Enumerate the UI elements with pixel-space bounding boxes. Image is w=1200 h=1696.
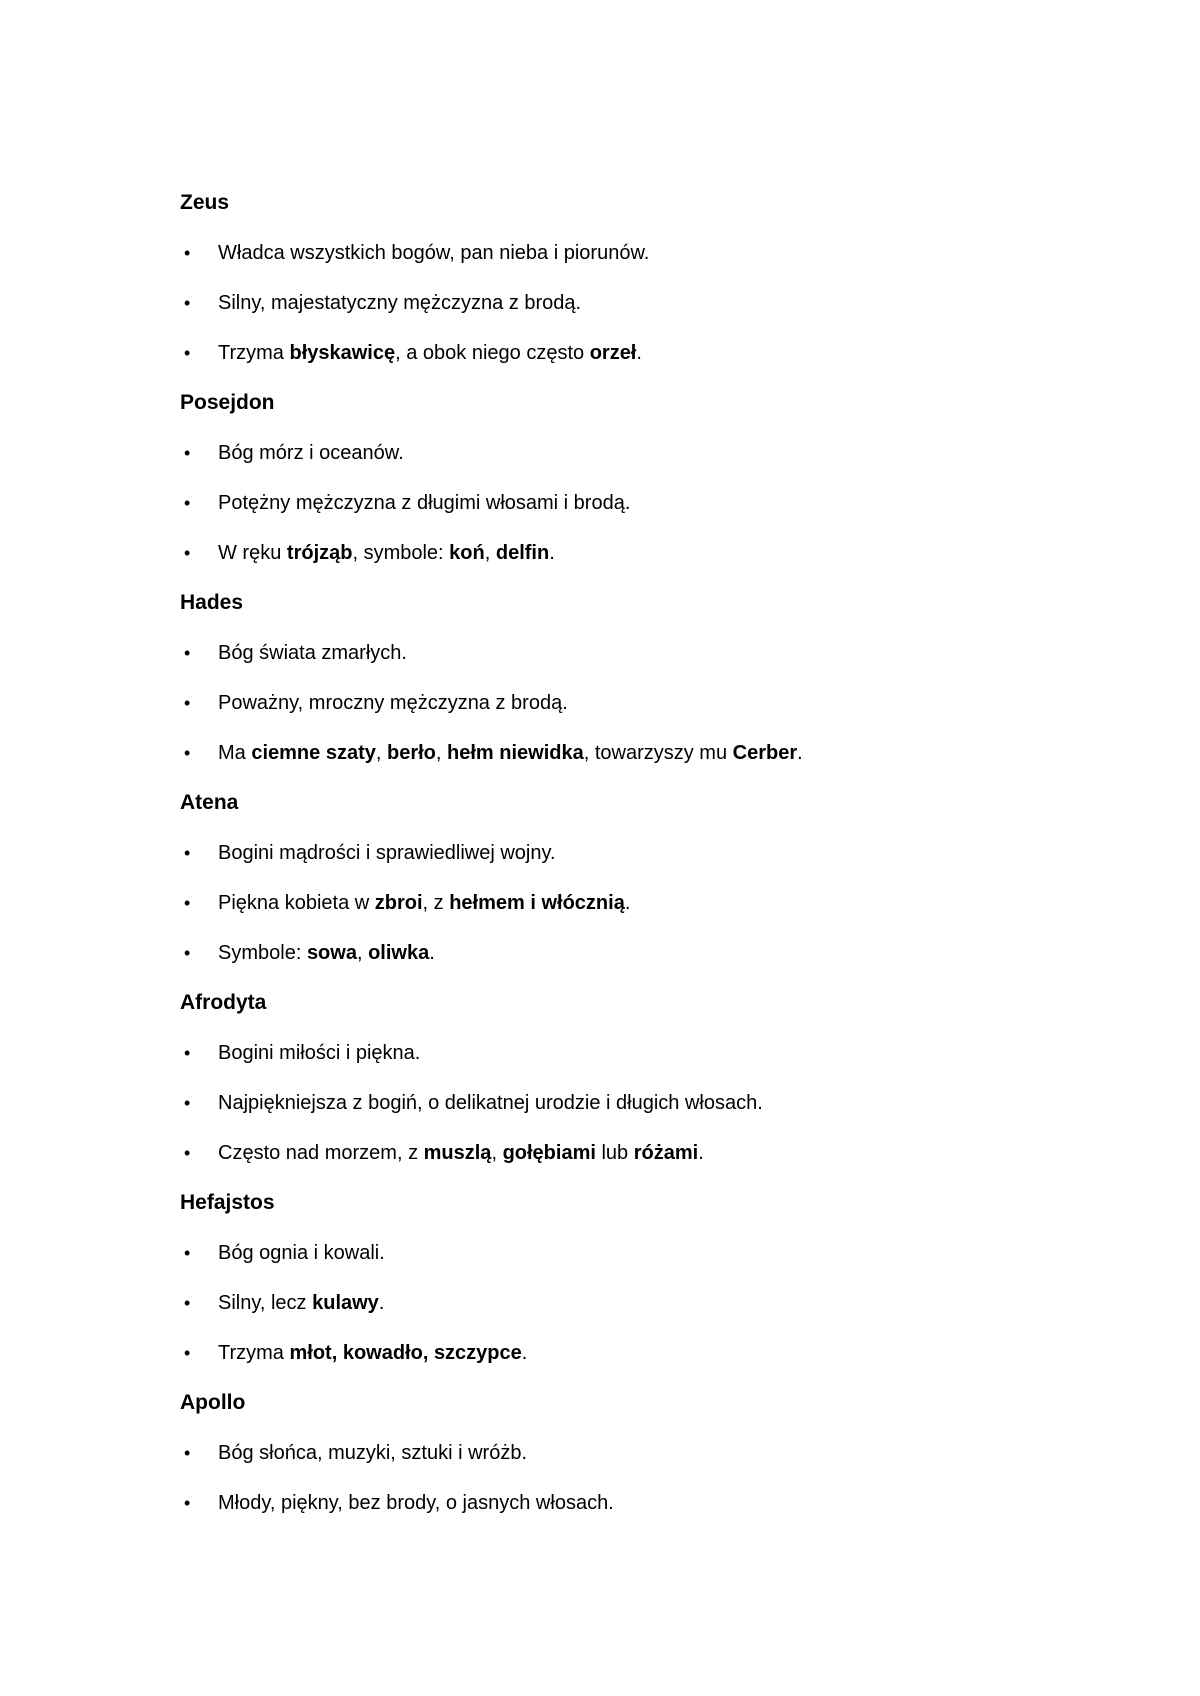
text: Najpiękniejsza z bogiń, o delikatnej urodzie i długich włosach. <box>218 1092 763 1114</box>
section-atena <box>180 788 1060 968</box>
text: , <box>375 742 387 764</box>
section-afrodyta <box>180 988 1060 1168</box>
text: . <box>549 542 555 564</box>
bullet-list <box>180 1038 1060 1168</box>
text: lub <box>595 1142 634 1164</box>
bullet-item <box>180 438 1060 468</box>
bullet-item <box>180 638 1060 668</box>
bullet-list <box>180 638 1060 768</box>
text: Potężny mężczyzna z długimi włosami i brodą. <box>218 492 631 514</box>
bullet-icon: • <box>184 243 191 263</box>
bullet-item <box>180 538 1060 568</box>
bullet-item <box>180 338 1060 368</box>
bullet-icon: • <box>184 443 191 463</box>
bullet-item <box>180 688 1060 718</box>
text: Bóg ognia i kowali. <box>218 1242 385 1264</box>
section-hefajstos <box>180 1188 1060 1368</box>
text: . <box>429 942 435 964</box>
text: Silny, majestatyczny mężczyzna z brodą. <box>218 292 582 314</box>
bullet-item <box>180 1488 1060 1518</box>
bold-text: sowa <box>306 942 357 964</box>
bold-text: błyskawicę <box>289 342 396 364</box>
bullet-icon: • <box>184 1243 191 1263</box>
bold-text: muszlą <box>423 1142 492 1164</box>
bullet-icon: • <box>184 1093 191 1113</box>
bullet-item <box>180 888 1060 918</box>
document-body <box>180 188 1060 1538</box>
section-hades <box>180 588 1060 768</box>
text: Poważny, mroczny mężczyzna z brodą. <box>218 692 568 714</box>
text: . <box>636 342 642 364</box>
text: W ręku <box>218 542 287 564</box>
bold-text: berło <box>386 742 436 764</box>
text: Młody, piękny, bez brody, o jasnych włosach. <box>218 1492 614 1514</box>
text: Bogini miłości i piękna. <box>218 1042 421 1064</box>
text: Bogini mądrości i sprawiedliwej wojny. <box>218 842 556 864</box>
text: Trzyma <box>218 1342 290 1364</box>
bold-text: orzeł <box>589 342 637 364</box>
bold-text: ciemne szaty <box>251 742 376 764</box>
bullet-item <box>180 838 1060 868</box>
bullet-list <box>180 238 1060 368</box>
section-apollo <box>180 1388 1060 1518</box>
bold-text: zbroi <box>374 892 423 914</box>
text: , <box>435 742 448 764</box>
text: . <box>698 1142 704 1164</box>
text: Ma <box>218 742 252 764</box>
text: Symbole: <box>218 942 307 964</box>
bullet-icon: • <box>184 643 191 663</box>
bullet-icon: • <box>184 293 191 313</box>
bullet-icon: • <box>184 943 191 963</box>
section-heading: Afrodyta <box>180 991 267 1014</box>
text: Trzyma <box>218 342 290 364</box>
bullet-icon: • <box>184 1043 191 1063</box>
bold-text: trójząb <box>286 542 353 564</box>
bullet-icon: • <box>184 1143 191 1163</box>
text: , z <box>422 892 450 914</box>
bullet-item <box>180 938 1060 968</box>
text: , a obok niego często <box>395 342 590 364</box>
bullet-item <box>180 1038 1060 1068</box>
text: Bóg mórz i oceanów. <box>218 442 404 464</box>
text: Często nad morzem, z <box>218 1142 424 1164</box>
bold-text: oliwka <box>368 942 430 964</box>
bold-text: koń <box>449 542 485 564</box>
text: Bóg świata zmarłych. <box>218 642 407 664</box>
bullet-item <box>180 1138 1060 1168</box>
text: . <box>378 1292 385 1314</box>
bullet-item <box>180 1288 1060 1318</box>
bold-text: Cerber <box>732 742 798 764</box>
bullet-item <box>180 238 1060 268</box>
bullet-item <box>180 288 1060 318</box>
text: , towarzyszy mu <box>583 742 733 764</box>
bullet-icon: • <box>184 1493 191 1513</box>
bullet-icon: • <box>184 493 191 513</box>
bullet-icon: • <box>184 843 191 863</box>
bold-text: gołębiami <box>502 1142 596 1164</box>
section-heading: Hefajstos <box>180 1191 275 1214</box>
section-heading: Hades <box>180 591 244 614</box>
bullet-item <box>180 738 1060 768</box>
bullet-icon: • <box>184 543 191 563</box>
text: . <box>797 742 803 764</box>
bullet-list <box>180 838 1060 968</box>
section-heading: Atena <box>180 791 239 814</box>
bullet-icon: • <box>184 1293 191 1313</box>
bold-text: hełm niewidka <box>447 742 584 764</box>
bullet-item <box>180 1238 1060 1268</box>
bullet-item <box>180 1088 1060 1118</box>
text: . <box>521 1342 528 1364</box>
bullet-item <box>180 1438 1060 1468</box>
bold-text: hełmem i włócznią <box>449 892 625 914</box>
section-heading: Posejdon <box>180 391 275 414</box>
bullet-item <box>180 488 1060 518</box>
bullet-list <box>180 1238 1060 1368</box>
text: , symbole: <box>352 542 450 564</box>
bullet-icon: • <box>184 1443 191 1463</box>
section-heading: Zeus <box>180 191 230 214</box>
bold-text: różami <box>633 1142 699 1164</box>
bullet-icon: • <box>184 693 191 713</box>
bullet-icon: • <box>184 743 191 763</box>
text: , <box>491 1142 503 1164</box>
section-heading: Apollo <box>180 1391 246 1414</box>
text: Bóg słońca, muzyki, sztuki i wróżb. <box>218 1442 527 1464</box>
bullet-icon: • <box>184 343 191 363</box>
text: , <box>356 942 369 964</box>
bullet-icon: • <box>184 1343 191 1363</box>
text: , <box>484 542 496 564</box>
bold-text: kulawy <box>312 1292 379 1314</box>
section-zeus <box>180 188 1060 368</box>
text: Silny, lecz <box>218 1292 313 1314</box>
section-posejdon <box>180 388 1060 568</box>
bullet-list <box>180 438 1060 568</box>
bullet-icon: • <box>184 893 191 913</box>
bullet-list <box>180 1438 1060 1518</box>
text: Władca wszystkich bogów, pan nieba i piorunów. <box>218 242 650 264</box>
text: Piękna kobieta w <box>218 892 375 914</box>
bold-text: młot, kowadło, szczypce <box>289 1342 522 1364</box>
bullet-item <box>180 1338 1060 1368</box>
bold-text: delfin <box>495 542 550 564</box>
text: . <box>624 892 631 914</box>
